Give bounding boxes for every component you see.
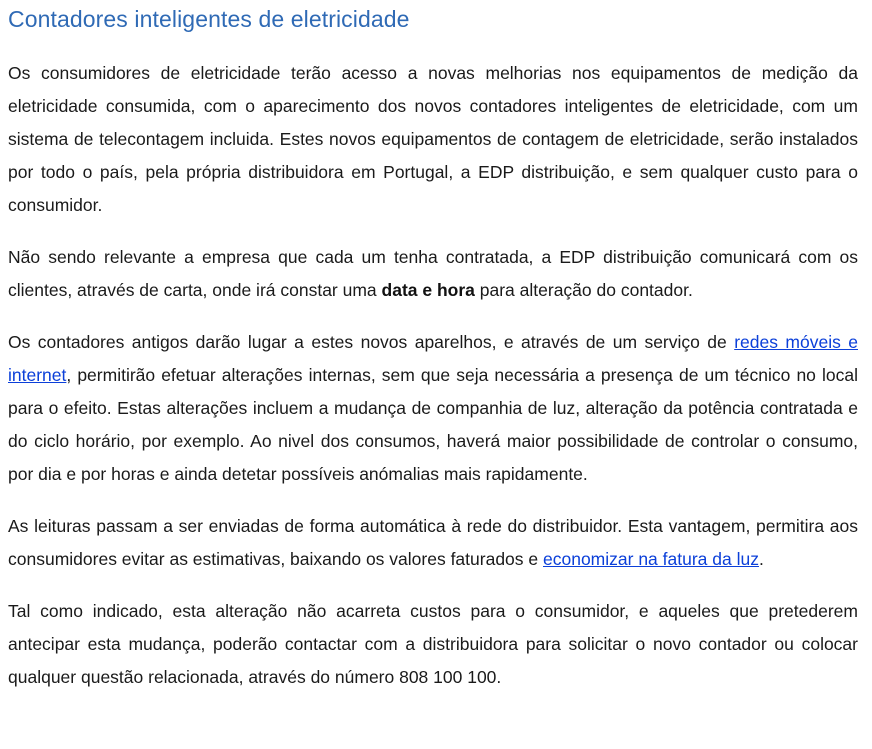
paragraph-3 bbox=[8, 326, 858, 491]
paragraph-5: Tal como indicado, esta alteração não acarreta custos para o consumidor, e aqueles que pretederem antecipar esta mudança, poderão contactar com a distribuidora para solicitar o novo contador ou colocar qualquer questão relacionada, através do número 808 100 100. bbox=[8, 601, 858, 687]
paragraph-3-text-before: Os contadores antigos darão lugar a estes novos aparelhos, e através de um serviço de bbox=[8, 332, 735, 352]
paragraph-1: Os consumidores de eletricidade terão acesso a novas melhorias nos equipamentos de medição da eletricidade consumida, com o aparecimento dos novos contadores inteligentes de eletricidade, com um sistema de telecontagem incluida. Estes novos equipamentos de contagem de eletricidade, serão instalados por todo o país, pela própria distribuidora em Portugal, a EDP distribuição, e sem qualquer custo para o consumidor. bbox=[8, 63, 858, 215]
economizar-fatura-luz-link[interactable]: economizar na fatura da luz bbox=[543, 549, 759, 569]
redes-moveis-internet-link[interactable]: redes móveis e internet bbox=[8, 332, 858, 385]
article bbox=[8, 0, 858, 694]
paragraph-3-text-after: , permitirão efetuar alterações internas, sem que seja necessária a presença de um técnico no local para o efeito. Estas alterações incluem a mudança de companhia de luz, alteração da potência contratada e do ciclo horário, por exemplo. Ao nivel dos consumos, haverá maior possibilidade de controlar o consumo, por dia e por horas e ainda detetar possíveis anómalias mais rapidamente. bbox=[8, 365, 858, 484]
article-title: Contadores inteligentes de eletricidade bbox=[8, 6, 410, 32]
paragraph-2-bold-text: data e hora bbox=[381, 280, 475, 300]
paragraph-2-text-after: para alteração do contador. bbox=[474, 280, 693, 300]
paragraph-2-text-before: Não sendo relevante a empresa que cada um tenha contratada, a EDP distribuição comunicará com os clientes, através de carta, onde irá constar uma bbox=[8, 247, 858, 300]
paragraph-4 bbox=[8, 510, 858, 576]
paragraph-2 bbox=[8, 241, 858, 307]
paragraph-4-text-before: As leituras passam a ser enviadas de forma automática à rede do distribuidor. Esta vantagem, permitira aos consumidores evitar as estimativas, baixando os valores faturados e bbox=[8, 516, 858, 569]
paragraph-4-text-after: . bbox=[758, 549, 764, 569]
